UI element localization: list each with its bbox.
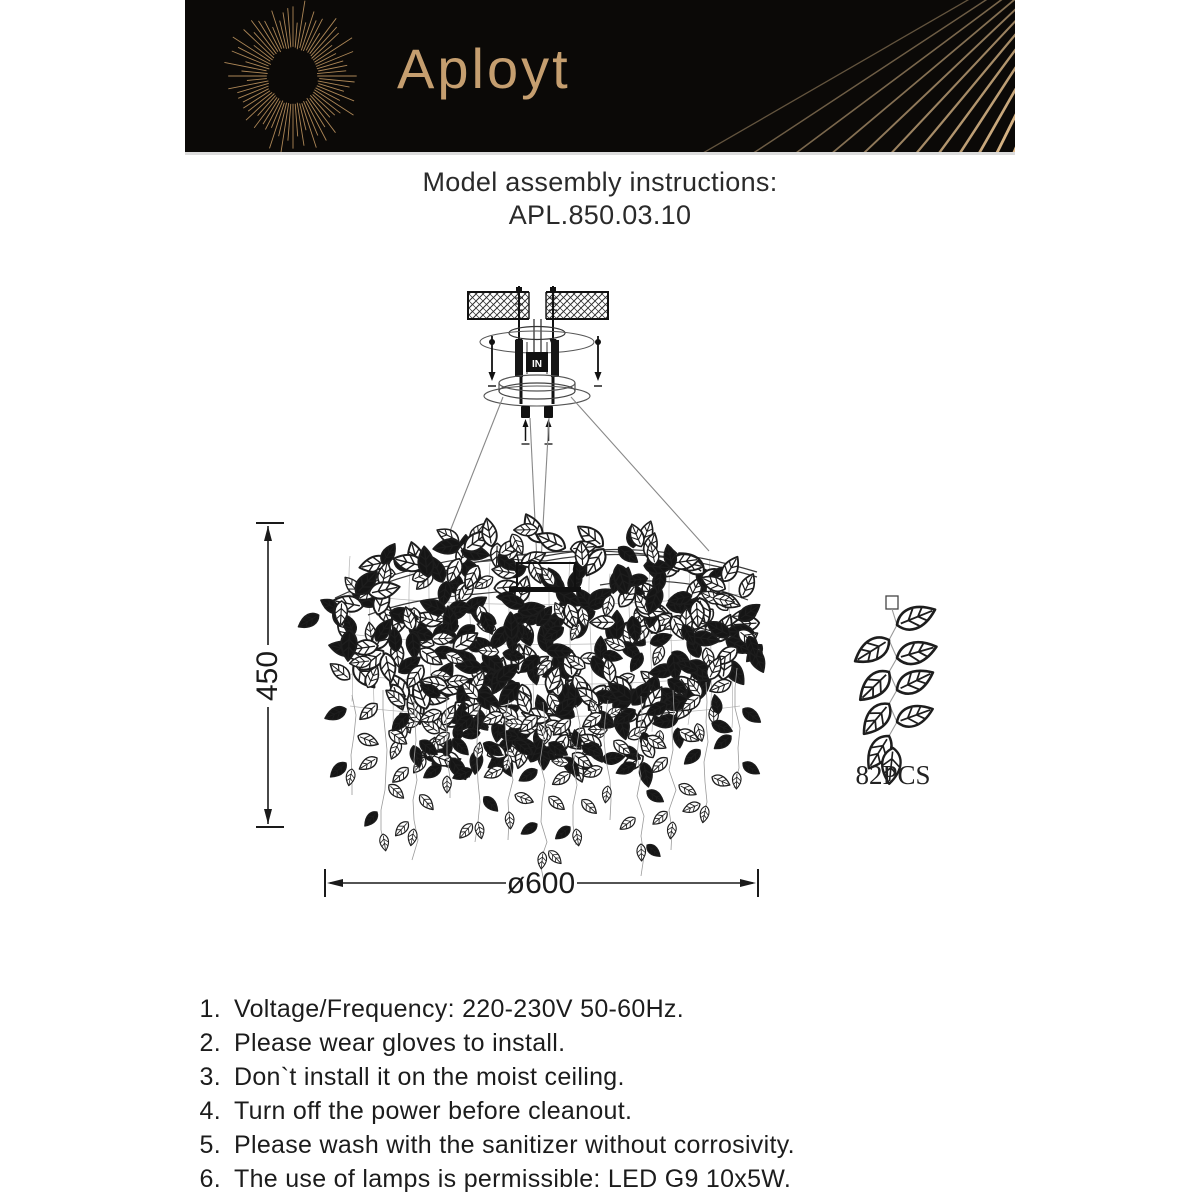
instruction-number: 1. <box>199 995 221 1023</box>
parts-count-label: 82PCS <box>855 760 931 790</box>
junction-label: IN <box>532 359 542 370</box>
instruction-item <box>0 1026 1200 1060</box>
page-title: Model assembly instructions: <box>422 167 778 197</box>
canopy-drawing <box>484 375 590 406</box>
instruction-number: 6. <box>199 1165 221 1193</box>
instruction-text: Voltage/Frequency: 220-230V 50-60Hz. <box>234 995 684 1023</box>
diameter-dimension-label: ø600 <box>506 867 576 900</box>
chandelier-drawing <box>295 511 769 882</box>
brand-logo-text: Aployt <box>397 37 571 100</box>
dimension-height <box>251 523 284 827</box>
instruction-item <box>0 1060 1200 1094</box>
height-dimension-label: 450 <box>251 650 284 702</box>
instruction-text: Turn off the power before cleanout. <box>234 1097 633 1125</box>
instruction-text: Please wash with the sanitizer without corrosivity. <box>234 1131 795 1159</box>
instruction-item <box>0 992 1200 1026</box>
instruction-number: 2. <box>199 1029 221 1057</box>
instruction-text: Please wear gloves to install. <box>234 1029 566 1057</box>
instruction-item <box>0 1162 1200 1196</box>
instruction-text: The use of lamps is permissible: LED G9 10x5W. <box>234 1165 792 1193</box>
leaf-strand-detail <box>850 596 940 790</box>
leaf-cluster <box>295 511 769 882</box>
instruction-number: 3. <box>199 1063 221 1091</box>
instruction-number: 4. <box>199 1097 221 1125</box>
model-number: APL.850.03.10 <box>508 200 692 230</box>
ceiling-mount-drawing <box>443 286 709 562</box>
dimension-diameter <box>325 867 758 900</box>
instruction-item <box>0 1128 1200 1162</box>
instruction-number: 5. <box>199 1131 221 1159</box>
instruction-text: Don`t install it on the moist ceiling. <box>234 1063 625 1091</box>
instructions-list <box>0 992 1200 1196</box>
instruction-item <box>0 1094 1200 1128</box>
